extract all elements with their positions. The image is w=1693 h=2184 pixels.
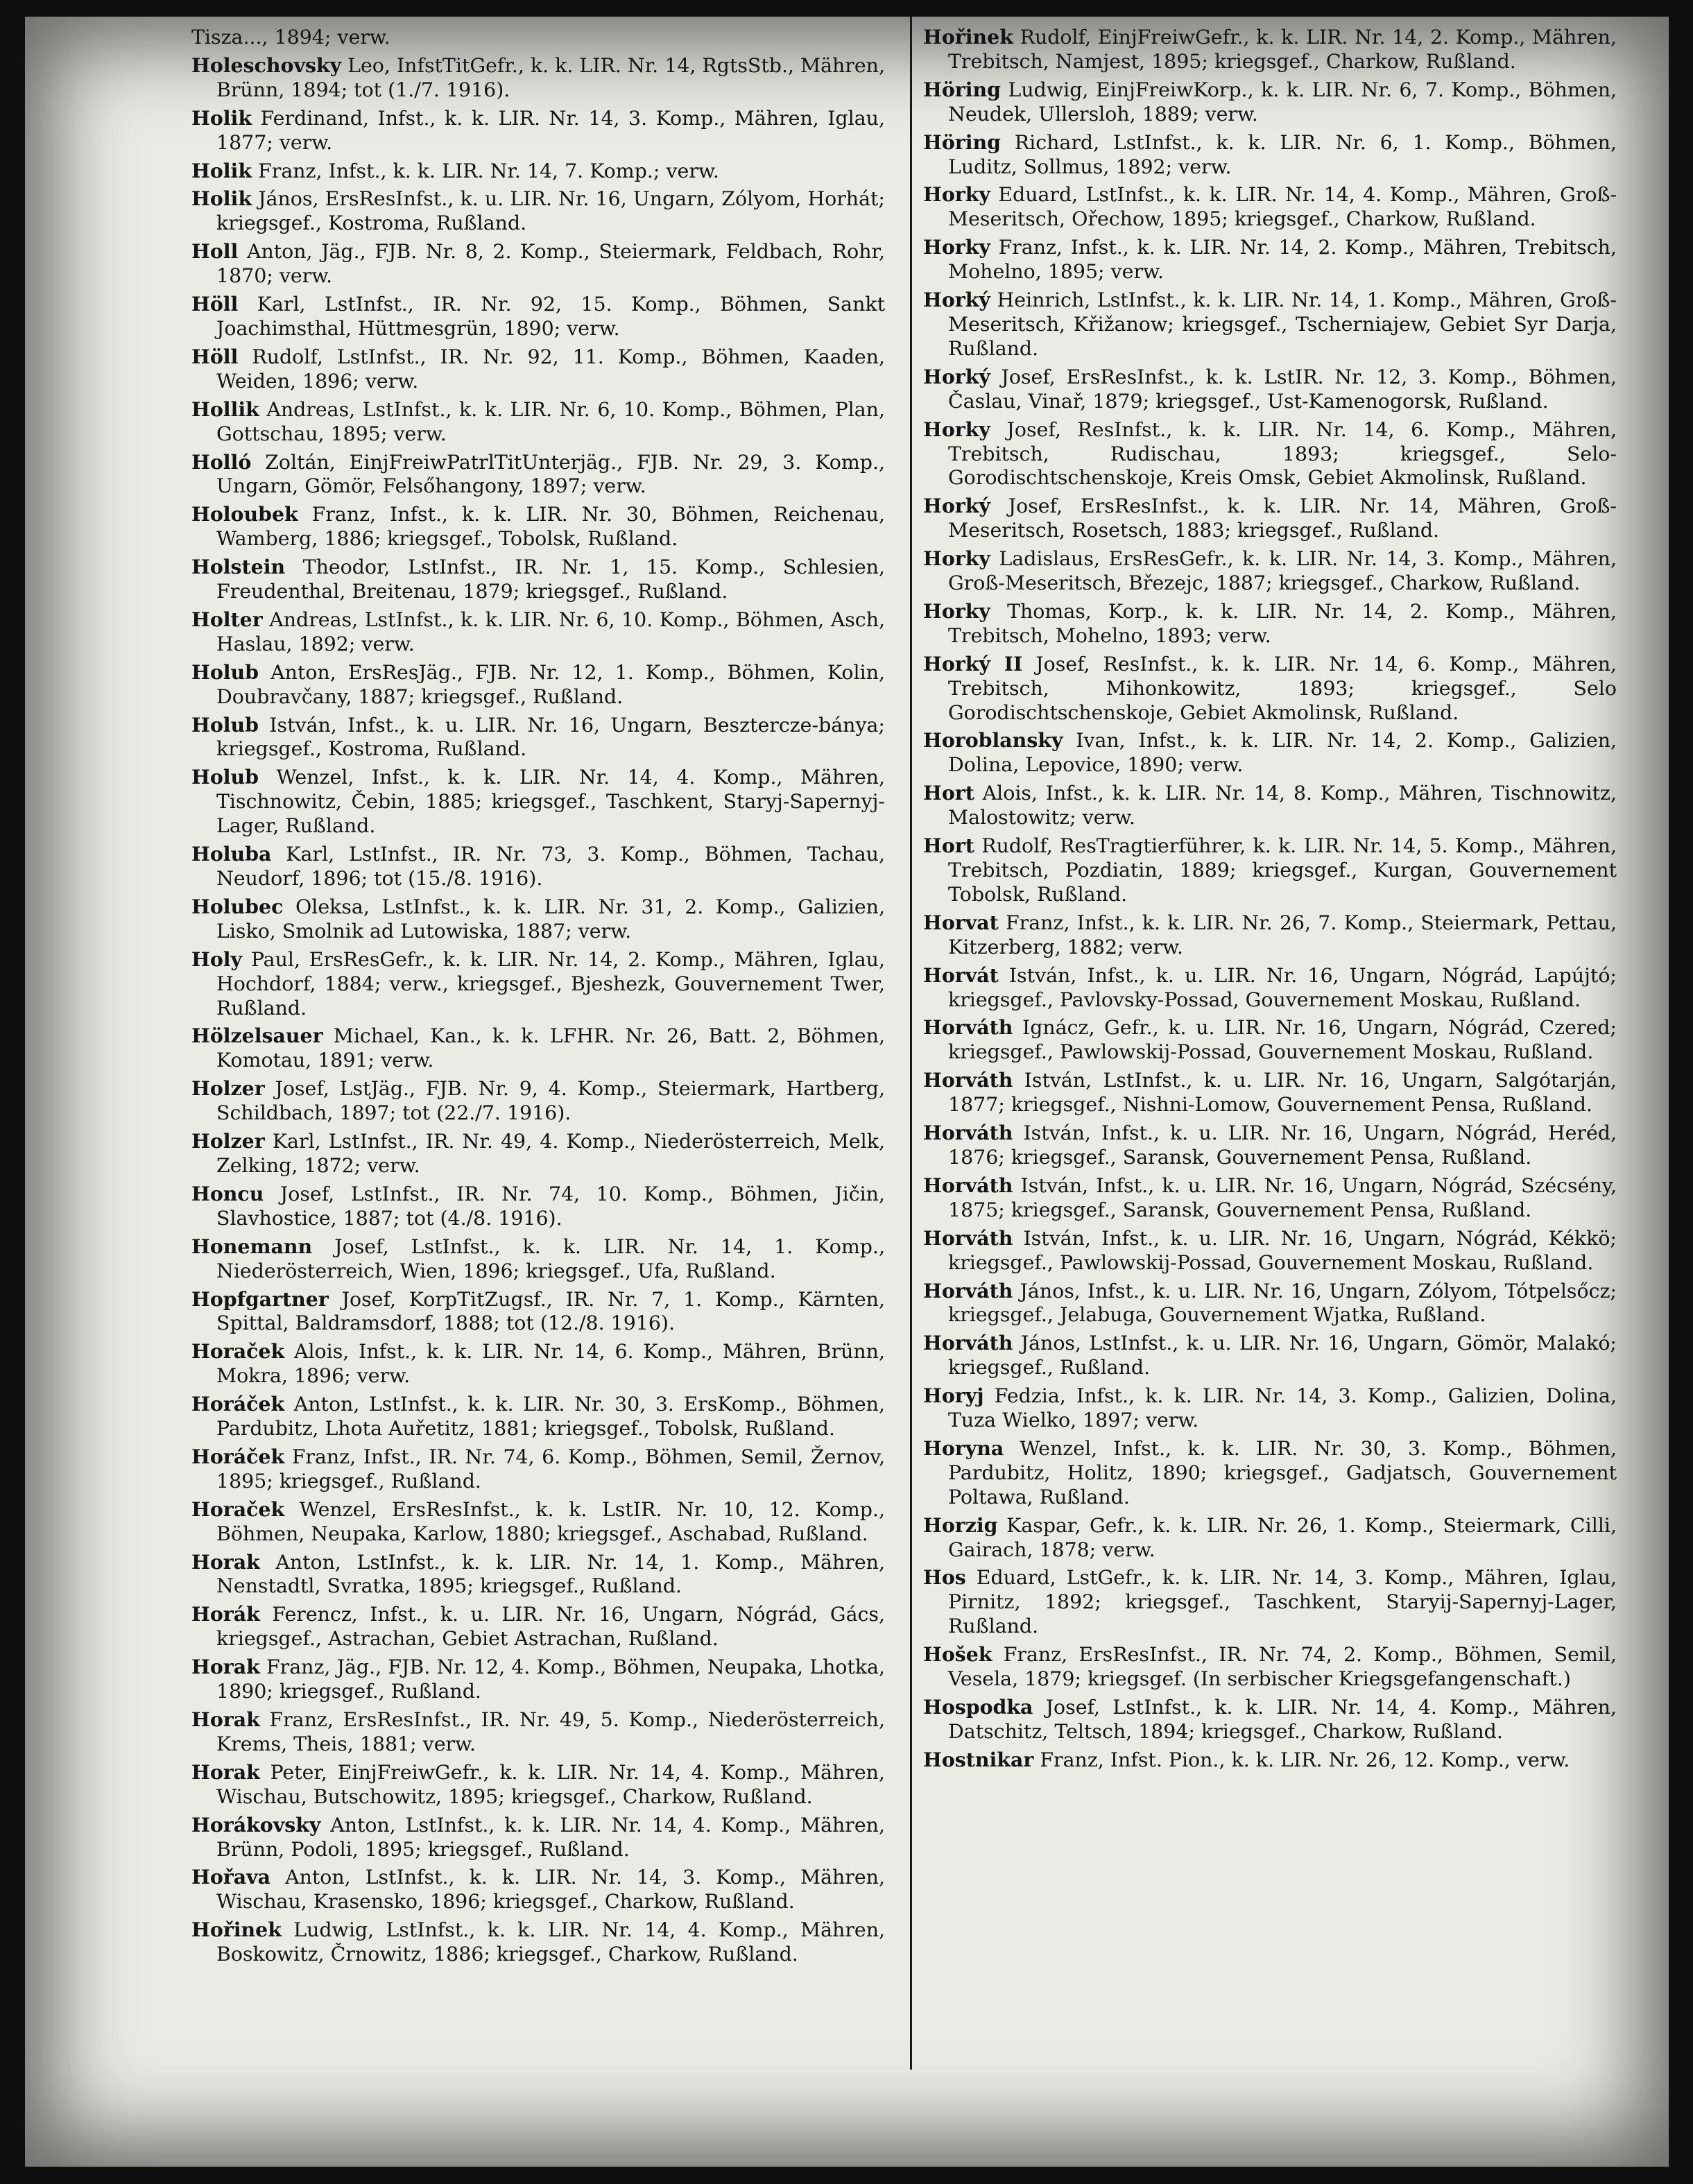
register-entry: [191, 1129, 885, 1178]
register-entry: [923, 547, 1617, 596]
entry-details: Andreas, LstInfst., k. k. LIR. Nr. 6, 10. Komp., Böhmen, Asch, Haslau, 1892; verw.: [216, 608, 886, 655]
register-entry: [191, 502, 885, 551]
register-entry: [923, 1695, 1617, 1744]
entry-details: Wenzel, Infst., k. k. LIR. Nr. 30, 3. Komp., Böhmen, Pardubitz, Holitz, 1890; kriegsgef., Gadjatsch, Gouvernement Poltawa, Rußland.: [948, 1436, 1617, 1508]
entry-details: Karl, LstInfst., IR. Nr. 92, 15. Komp., Böhmen, Sankt Joachimsthal, Hüttmesgrün, 1890; verw.: [216, 293, 885, 340]
entry-details: Ladislaus, ErsResGefr., k. k. LIR. Nr. 14, 3. Komp., Mähren, Groß-Meseritsch, Březejc, 1887; kriegsgef., Charkow, Rußland.: [948, 547, 1617, 595]
entry-surname: Horky: [923, 547, 990, 571]
register-entry: [191, 1865, 885, 1914]
entry-surname: Höll: [191, 292, 239, 316]
entry-surname: Hollik: [191, 397, 259, 421]
entry-surname: Höring: [923, 77, 1001, 101]
entry-surname: Hopfgartner: [191, 1287, 329, 1311]
register-entry: [191, 1392, 885, 1441]
entry-surname: Holstein: [191, 555, 286, 579]
entry-details: Anton, LstInfst., k. k. LIR. Nr. 30, 3. ErsKomp., Böhmen, Pardubitz, Lhota Auřetitz, 1881; kriegsgef., Tobolsk, Rußland.: [216, 1393, 885, 1441]
entry-details: István, Infst., k. u. LIR. Nr. 16, Ungarn, Nógrád, Heréd, 1876; kriegsgef., Saransk, Gouvernement Pensa, Rußland.: [948, 1121, 1617, 1169]
entry-surname: Horyj: [923, 1384, 984, 1408]
register-entry: [191, 106, 885, 155]
entry-surname: Horky: [923, 235, 990, 259]
entry-surname: Hošek: [923, 1642, 992, 1667]
register-entry: [923, 1279, 1617, 1328]
entry-surname: Holubec: [191, 894, 284, 918]
entry-surname: Horvat: [923, 910, 999, 934]
entry-details: Eduard, LstInfst., k. k. LIR. Nr. 14, 4. Komp., Mähren, Groß-Meseritsch, Ořechow, 1895; kriegsgef., Charkow, Rußland.: [948, 183, 1617, 231]
entry-surname: Horky: [923, 182, 990, 207]
entry-details: Leo, InfstTitGefr., k. k. LIR. Nr. 14, RgtsStb., Mähren, Brünn, 1894; tot (1./7. 1916).: [216, 53, 885, 101]
entry-surname: Horký: [923, 494, 990, 518]
register-entry: [191, 1497, 885, 1547]
entry-surname: Holub: [191, 712, 259, 737]
entry-surname: Holzer: [191, 1076, 265, 1101]
register-entry: [923, 599, 1617, 648]
entry-surname: Holik: [191, 158, 252, 182]
register-entry: [191, 1760, 885, 1809]
register-entry: [191, 660, 885, 710]
entry-details: Theodor, LstInfst., IR. Nr. 1, 15. Komp., Schlesien, Freudenthal, Breitenau, 1879; kriegsgef., Rußland.: [216, 556, 885, 603]
register-entry: [191, 1076, 885, 1126]
entry-surname: Holub: [191, 660, 259, 684]
register-entry: [923, 1015, 1617, 1065]
entry-details: Franz, ErsResInfst., IR. Nr. 74, 2. Komp., Böhmen, Semil, Vesela, 1879; kriegsgef. (In serbischer Kriegsgefangenschaft.): [948, 1643, 1617, 1691]
entry-details: Eduard, LstGefr., k. k. LIR. Nr. 14, 3. Komp., Mähren, Iglau, Pirnitz, 1892; kriegsgef., Taschkent, Staryij-Sapernyj-Lager, Rußland.: [948, 1566, 1617, 1638]
entry-surname: Hort: [923, 834, 974, 858]
register-entry: [191, 555, 885, 604]
register-entry: [923, 1173, 1617, 1223]
entry-surname: Horký II: [923, 651, 1023, 676]
entry-details: János, Infst., k. u. LIR. Nr. 16, Ungarn, Zólyom, Tótpelsőcz; kriegsgef., Jelabuga, Gouvernement Wjatka, Rußland.: [948, 1279, 1617, 1327]
register-entry: [923, 182, 1617, 232]
entry-details: Karl, LstInfst., IR. Nr. 49, 4. Komp., Niederösterreich, Melk, Zelking, 1872; verw.: [216, 1130, 885, 1177]
entry-surname: Hostnikar: [923, 1747, 1034, 1771]
register-entry: [923, 652, 1617, 725]
entry-details: Franz, Infst., k. k. LIR. Nr. 26, 7. Komp., Steiermark, Pettau, Kitzerberg, 1882; verw.: [948, 911, 1617, 958]
register-entry: [191, 1339, 885, 1388]
entry-details: Ludwig, LstInfst., k. k. LIR. Nr. 14, 4. Komp., Mähren, Boskowitz, Črnowitz, 1886; kriegsgef., Charkow, Rußland.: [216, 1918, 885, 1966]
entry-surname: Horak: [191, 1708, 260, 1731]
register-entry: [923, 25, 1617, 74]
entry-details: Josef, ResInfst., k. k. LIR. Nr. 14, 6. Komp., Mähren, Trebitsch, Mihonkowitz, 1893; kriegsgef., Selo Gorodischtschenskoje, Gebiet Akmolinsk, Rußland.: [948, 652, 1617, 724]
entry-surname: Horváth: [923, 1331, 1013, 1355]
entry-surname: Hořinek: [923, 25, 1013, 49]
entry-details: Anton, LstInfst., k. k. LIR. Nr. 14, 3. Komp., Mähren, Wischau, Krasensko, 1896; kriegsgef., Charkow, Rußland.: [216, 1866, 885, 1914]
register-entry: [191, 53, 885, 103]
entry-details: István, Infst., k. u. LIR. Nr. 16, Ungarn, Nógrád, Kékkö; kriegsgef., Pawlowskij-Possad, Gouvernement Moskau, Rußland.: [948, 1226, 1617, 1274]
entry-details: Rudolf, ResTragtierführer, k. k. LIR. Nr. 14, 5. Komp., Mähren, Trebitsch, Pozdiatin, 1889; kriegsgef., Kurgan, Gouvernement Tobolsk, Rußland.: [948, 834, 1617, 906]
register-entry: [923, 963, 1617, 1013]
entry-details: Tisza..., 1894; verw.: [191, 26, 390, 49]
entry-surname: Höring: [923, 130, 1001, 154]
entry-surname: Holter: [191, 607, 263, 631]
entry-details: Anton, LstInfst., k. k. LIR. Nr. 14, 4. Komp., Mähren, Brünn, Podoli, 1895; kriegsgef., Rußland.: [216, 1813, 885, 1861]
entry-details: Zoltán, EinjFreiwPatrlTitUnterjäg., FJB. Nr. 29, 3. Komp., Ungarn, Gömör, Felsőhangony, 1897; verw.: [216, 450, 885, 498]
entry-details: Thomas, Korp., k. k. LIR. Nr. 14, 2. Komp., Mähren, Trebitsch, Mohelno, 1893; verw.: [948, 599, 1617, 647]
entry-details: Franz, Infst., k. k. LIR. Nr. 14, 7. Komp.; verw.: [258, 159, 719, 182]
register-entry: [923, 1226, 1617, 1275]
entry-details: Franz, Infst., IR. Nr. 74, 6. Komp., Böhmen, Semil, Žernov, 1895; kriegsgef., Rußland.: [216, 1445, 885, 1493]
register-entry: [191, 1024, 885, 1073]
document-page: [25, 17, 1669, 2167]
entry-surname: Hos: [923, 1565, 966, 1590]
entry-details: Paul, ErsResGefr., k. k. LIR. Nr. 14, 2. Komp., Mähren, Iglau, Hochdorf, 1884; verw., kriegsgef., Bjeshezk, Gouvernement Twer, Rußland.: [216, 947, 885, 1020]
entry-surname: Horvát: [923, 963, 999, 987]
entry-details: Wenzel, Infst., k. k. LIR. Nr. 14, 4. Komp., Mähren, Tischnowitz, Čebin, 1885; kriegsgef., Taschkent, Staryj-Sapernyj-Lager, Rußland.: [216, 766, 885, 838]
entry-details: István, Infst., k. u. LIR. Nr. 16, Ungarn, Besztercze-bánya; kriegsgef., Kostroma, Rußland.: [216, 713, 885, 761]
register-entry: [923, 728, 1617, 777]
column-divider: [910, 17, 912, 2070]
entry-details: Franz, Infst. Pion., k. k. LIR. Nr. 26, 12. Komp., verw.: [1040, 1748, 1570, 1771]
entry-surname: Horváth: [923, 1068, 1013, 1092]
entry-surname: Holuba: [191, 842, 272, 866]
entry-surname: Horváth: [923, 1278, 1013, 1302]
entry-details: István, LstInfst., k. u. LIR. Nr. 16, Ungarn, Salgótarján, 1877; kriegsgef., Nishni-Lomow, Gouvernement Pensa, Rußland.: [948, 1069, 1617, 1117]
entry-surname: Horáček: [191, 1392, 285, 1416]
register-entry: [191, 842, 885, 891]
entry-surname: Holy: [191, 947, 243, 971]
register-entry: [191, 765, 885, 839]
register-entry: [191, 895, 885, 944]
entry-surname: Holik: [191, 105, 252, 130]
register-entry: [923, 1436, 1617, 1510]
entry-details: Peter, EinjFreiwGefr., k. k. LIR. Nr. 14, 4. Komp., Mähren, Wischau, Butschowitz, 1895; kriegsgef., Charkow, Rußland.: [216, 1760, 885, 1808]
register-entry: [191, 608, 885, 657]
entry-details: Rudolf, LstInfst., IR. Nr. 92, 11. Komp., Böhmen, Kaaden, Weiden, 1896; verw.: [216, 345, 885, 393]
entry-details: Alois, Infst., k. k. LIR. Nr. 14, 6. Komp., Mähren, Brünn, Mokra, 1896; verw.: [216, 1340, 885, 1388]
register-entry: [191, 450, 885, 499]
register-entry: [191, 345, 885, 394]
register-entry: [191, 1708, 885, 1757]
entry-details: Anton, Jäg., FJB. Nr. 8, 2. Komp., Steiermark, Feldbach, Rohr, 1870; verw.: [216, 240, 885, 288]
entry-surname: Horký: [923, 288, 990, 312]
entry-details: Ludwig, EinjFreiwKorp., k. k. LIR. Nr. 6, 7. Komp., Böhmen, Neudek, Ullersloh, 1889; verw.: [948, 78, 1617, 126]
entry-surname: Horváth: [923, 1121, 1013, 1145]
register-entry: [191, 25, 885, 50]
entry-details: Andreas, LstInfst., k. k. LIR. Nr. 6, 10. Komp., Böhmen, Plan, Gottschau, 1895; verw.: [216, 397, 885, 445]
entry-details: Josef, LstInfst., k. k. LIR. Nr. 14, 1. Komp., Niederösterreich, Wien, 1896; kriegsgef., Ufa, Rußland.: [216, 1235, 885, 1282]
entry-details: János, LstInfst., k. u. LIR. Nr. 16, Ungarn, Gömör, Malakó; kriegsgef., Rußland.: [948, 1332, 1617, 1379]
entry-surname: Hort: [923, 781, 974, 805]
entry-surname: Holub: [191, 765, 259, 789]
entry-details: Josef, LstInfst., IR. Nr. 74, 10. Komp., Böhmen, Jičin, Slavhostice, 1887; tot (4./8. 1916).: [216, 1182, 885, 1230]
register-entry: [923, 781, 1617, 830]
entry-surname: Höll: [191, 344, 239, 368]
register-entry: [923, 288, 1617, 361]
register-entry: [191, 1550, 885, 1599]
entry-details: Ignácz, Gefr., k. u. LIR. Nr. 16, Ungarn, Nógrád, Czered; kriegsgef., Pawlowskij-Possad, Gouvernement Moskau, Rußland.: [948, 1016, 1617, 1064]
entry-surname: Holl: [191, 239, 239, 264]
entry-surname: Horaček: [191, 1339, 285, 1364]
register-entry: [923, 78, 1617, 127]
entry-surname: Horzig: [923, 1513, 998, 1537]
entry-details: Josef, LstInfst., k. k. LIR. Nr. 14, 4. Komp., Mähren, Datschitz, Teltsch, 1894; kriegsgef., Charkow, Rußland.: [948, 1696, 1617, 1743]
entry-details: István, Infst., k. u. LIR. Nr. 16, Ungarn, Nógrád, Lapújtó; kriegsgef., Pavlovsky-Possad, Gouvernement Moskau, Rußland.: [948, 963, 1617, 1011]
entry-details: Franz, ErsResInfst., IR. Nr. 49, 5. Komp., Niederösterreich, Krems, Theis, 1881; verw.: [216, 1708, 885, 1755]
entry-details: Karl, LstInfst., IR. Nr. 73, 3. Komp., Böhmen, Tachau, Neudorf, 1896; tot (15./8. 1916).: [216, 843, 885, 890]
entry-surname: Horváth: [923, 1173, 1013, 1197]
register-entry: [923, 1513, 1617, 1563]
entry-surname: Holeschovsky: [191, 53, 342, 77]
register-entry: [191, 1287, 885, 1336]
entry-details: Anton, ErsResJäg., FJB. Nr. 12, 1. Komp., Böhmen, Kolin, Doubravčany, 1887; kriegsgef., Rußland.: [216, 660, 885, 708]
register-entry: [191, 1235, 885, 1284]
register-entry: [191, 292, 885, 341]
entry-details: Alois, Infst., k. k. LIR. Nr. 14, 8. Komp., Mähren, Tischnowitz, Malostowitz; verw.: [948, 782, 1617, 829]
register-entry: [191, 1655, 885, 1704]
entry-details: Josef, ErsResInfst., k. k. LIR. Nr. 14, Mähren, Groß-Meseritsch, Rosetsch, 1883; kriegsgef., Rußland.: [948, 495, 1617, 542]
register-entry: [923, 1121, 1617, 1170]
entry-details: Josef, ErsResInfst., k. k. LstIR. Nr. 12, 3. Komp., Böhmen, Časlau, Vinař, 1879; kriegsgef., Ust-Kamenogorsk, Rußland.: [948, 365, 1617, 413]
entry-details: Ivan, Infst., k. k. LIR. Nr. 14, 2. Komp., Galizien, Dolina, Lepovice, 1890; verw.: [948, 729, 1617, 777]
entry-details: Fedzia, Infst., k. k. LIR. Nr. 14, 3. Komp., Galizien, Dolina, Tuza Wielko, 1897; verw.: [948, 1384, 1617, 1432]
entry-surname: Hospodka: [923, 1695, 1033, 1719]
register-entry: [923, 365, 1617, 414]
entry-details: Josef, ResInfst., k. k. LIR. Nr. 14, 6. Komp., Mähren, Trebitsch, Rudischau, 1893; kriegsgef., Selo-Gorodischtschenskoje, Kreis Omsk, Gebiet Akmolinsk, Rußland.: [948, 418, 1617, 490]
entry-surname: Horak: [191, 1549, 260, 1574]
register-entry: [191, 1918, 885, 1967]
entry-surname: Hölzelsauer: [191, 1024, 323, 1048]
register-entry: [923, 494, 1617, 543]
entry-details: Rudolf, EinjFreiwGefr., k. k. LIR. Nr. 14, 2. Komp., Mähren, Trebitsch, Namjest, 1895; kriegsgef., Charkow, Rußland.: [948, 26, 1617, 73]
register-entry: [191, 947, 885, 1021]
entry-surname: Horváth: [923, 1015, 1013, 1040]
register-entry: [191, 1445, 885, 1494]
register-entry: [923, 911, 1617, 960]
entry-surname: Horak: [191, 1655, 260, 1679]
entry-surname: Horoblansky: [923, 728, 1063, 753]
entry-surname: Hořava: [191, 1865, 271, 1889]
entry-details: Franz, Jäg., FJB. Nr. 12, 4. Komp., Böhmen, Neupaka, Lhotka, 1890; kriegsgef., Rußland.: [216, 1656, 886, 1703]
register-entry: [923, 1331, 1617, 1380]
register-entry: [923, 130, 1617, 180]
entry-details: Josef, LstJäg., FJB. Nr. 9, 4. Komp., Steiermark, Hartberg, Schildbach, 1897; tot (22./7. 1916).: [216, 1077, 885, 1125]
register-entry: [923, 1642, 1617, 1692]
entry-surname: Horky: [923, 417, 990, 441]
register-entry: [191, 159, 885, 184]
entry-details: Franz, Infst., k. k. LIR. Nr. 30, Böhmen, Reichenau, Wamberg, 1886; kriegsgef., Tobolsk, Rußland.: [216, 503, 885, 551]
entry-details: Kaspar, Gefr., k. k. LIR. Nr. 26, 1. Komp., Steiermark, Cilli, Gairach, 1878; verw.: [948, 1513, 1617, 1561]
entry-details: Josef, KorpTitZugsf., IR. Nr. 7, 1. Komp., Kärnten, Spittal, Baldramsdorf, 1888; tot (12./8. 1916).: [216, 1287, 885, 1335]
register-entry: [191, 239, 885, 289]
entry-surname: Horaček: [191, 1497, 285, 1521]
entry-surname: Holik: [191, 187, 252, 211]
entry-details: Wenzel, ErsResInfst., k. k. LstIR. Nr. 10, 12. Komp., Böhmen, Neupaka, Karlow, 1880; kriegsgef., Aschabad, Rußland.: [216, 1497, 885, 1545]
register-entry: [923, 1748, 1617, 1773]
entry-surname: Horák: [191, 1602, 260, 1626]
register-entry: [191, 397, 885, 447]
register-entry: [923, 235, 1617, 284]
entry-surname: Holzer: [191, 1129, 265, 1153]
left-column: [191, 25, 885, 1970]
entry-surname: Holló: [191, 449, 252, 474]
register-entry: [191, 1602, 885, 1651]
register-entry: [923, 1565, 1617, 1639]
register-entry: [923, 834, 1617, 907]
right-column: [923, 25, 1617, 1776]
entry-surname: Horky: [923, 599, 990, 623]
entry-details: Michael, Kan., k. k. LFHR. Nr. 26, Batt. 2, Böhmen, Komotau, 1891; verw.: [216, 1024, 885, 1072]
entry-details: János, ErsResInfst., k. u. LIR. Nr. 16, Ungarn, Zólyom, Horhát; kriegsgef., Kostroma, Rußland.: [216, 187, 885, 235]
entry-details: Franz, Infst., k. k. LIR. Nr. 14, 2. Komp., Mähren, Trebitsch, Mohelno, 1895; verw.: [948, 236, 1617, 284]
entry-details: Ferdinand, Infst., k. k. LIR. Nr. 14, 3. Komp., Mähren, Iglau, 1877; verw.: [216, 106, 885, 154]
entry-details: Anton, LstInfst., k. k. LIR. Nr. 14, 1. Komp., Mähren, Nenstadtl, Svratka, 1895; kriegsgef., Rußland.: [216, 1550, 885, 1598]
register-entry: [923, 418, 1617, 491]
entry-surname: Hořinek: [191, 1918, 282, 1942]
entry-surname: Horak: [191, 1760, 260, 1784]
entry-details: István, Infst., k. u. LIR. Nr. 16, Ungarn, Nógrád, Szécsény, 1875; kriegsgef., Saransk, Gouvernement Pensa, Rußland.: [948, 1173, 1617, 1221]
entry-details: Heinrich, LstInfst., k. k. LIR. Nr. 14, 1. Komp., Mähren, Groß-Meseritsch, Křižanow; kriegsgef., Tscherniajew, Gebiet Syr Darja, Rußland.: [948, 289, 1617, 360]
register-entry: [191, 1813, 885, 1862]
register-entry: [191, 1182, 885, 1231]
entry-surname: Honemann: [191, 1234, 313, 1258]
entry-details: Ferencz, Infst., k. u. LIR. Nr. 16, Ungarn, Nógrád, Gács, kriegsgef., Astrachan, Gebiet Astrachan, Rußland.: [216, 1603, 885, 1651]
register-entry: [191, 713, 885, 762]
entry-details: Oleksa, LstInfst., k. k. LIR. Nr. 31, 2. Komp., Galizien, Lisko, Smolnik ad Lutowiska, 1887; verw.: [216, 895, 885, 943]
entry-surname: Holoubek: [191, 502, 298, 526]
entry-surname: Honcu: [191, 1181, 264, 1205]
register-entry: [191, 187, 885, 236]
register-entry: [923, 1384, 1617, 1433]
entry-surname: Horyna: [923, 1436, 1004, 1460]
entry-surname: Horákovsky: [191, 1812, 321, 1837]
entry-surname: Horáček: [191, 1444, 285, 1468]
register-entry: [923, 1068, 1617, 1117]
entry-surname: Horký: [923, 364, 990, 388]
entry-surname: Horváth: [923, 1226, 1013, 1250]
entry-details: Richard, LstInfst., k. k. LIR. Nr. 6, 1. Komp., Böhmen, Luditz, Sollmus, 1892; verw.: [948, 130, 1617, 178]
